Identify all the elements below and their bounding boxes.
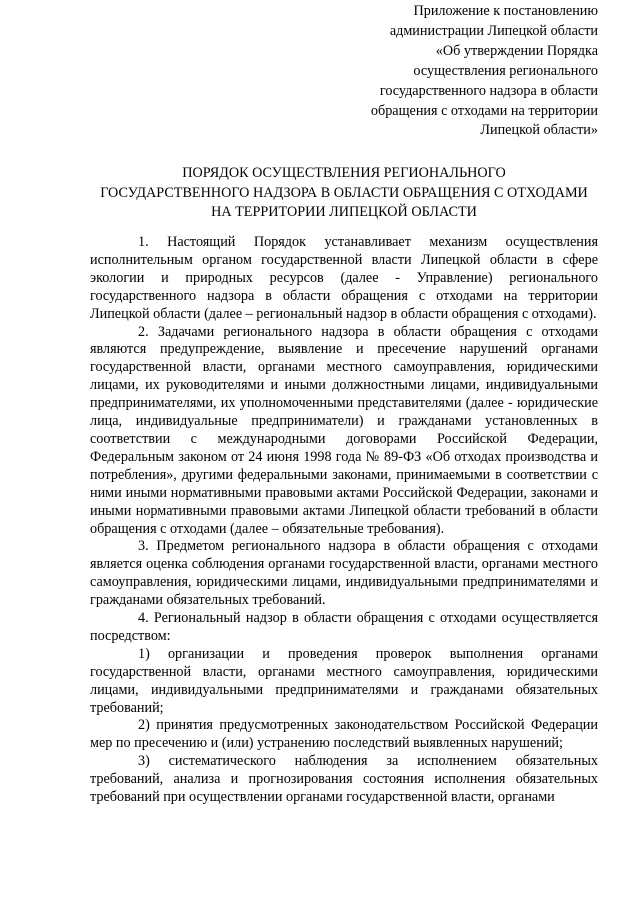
paragraph-2: 2. Задачами регионального надзора в области обращения с отходами являются предупреждение, выявление и пресечение нарушений органами государственной власти, органами местного самоуправления, юридическими лицами, их руководителями и иными должностными лицами, индивидуальными предпринимателями, их уполномоченными представителями (далее - юридические лица, индивидуальные предприниматели) и гражданами установленных в соответствии с международными договорами Российской Федерации, Федеральным законом от 24 июня 1998 года № 89-ФЗ «Об отходах производства и потребления», другими федеральными законами, принимаемыми в соответствии с ними иными нормативными правовыми актами Российской Федерации, законами и иными нормативными правовыми актами Липецкой области требований в области обращения с отходами (далее – обязательные требования). <box>90 323 598 537</box>
appendix-line: осуществления регионального <box>413 62 598 79</box>
appendix-line: Липецкой области» <box>480 122 598 139</box>
paragraph-4: 4. Региональный надзор в области обращения с отходами осуществляется посредством: <box>90 610 598 644</box>
appendix-line: администрации Липецкой области <box>389 22 598 39</box>
appendix-line: обращения с отходами на территории <box>370 102 598 119</box>
appendix-header <box>298 2 598 141</box>
paragraph-4-item-2: 2) принятия предусмотренных законодательством Российской Федерации мер по пресечению и (или) устранению последствий выявленных нарушений; <box>90 717 598 752</box>
paragraph-4-item-1: 1) организации и проведения проверок выполнения органами государственной власти, органами местного самоуправления, юридическими лицами, индивидуальными предпринимателями и гражданами обязательных требований; <box>90 645 598 716</box>
appendix-line: государственного надзора в области <box>379 82 598 99</box>
title-line: НА ТЕРРИТОРИИ ЛИПЕЦКОЙ ОБЛАСТИ <box>211 204 477 220</box>
title-line: ГОСУДАРСТВЕННОГО НАДЗОРА В ОБЛАСТИ ОБРАЩЕНИЯ С ОТХОДАМИ <box>100 184 588 201</box>
paragraph-3: 3. Предметом регионального надзора в области обращения с отходами является оценка соблюдения органами государственной власти, органами местного самоуправления, юридическими лицами, индивидуальными предпринимателями и гражданами обязательных требований. <box>90 538 598 609</box>
paragraph-4-item-3: 3) систематического наблюдения за исполнением обязательных требований, анализа и прогнозирования состояния исполнения обязательных требований при осуществлении органами государственной власти, органами <box>90 753 598 806</box>
paragraph-1: 1. Настоящий Порядок устанавливает механизм осуществления исполнительным органом государственной власти Липецкой области в сфере экологии и природных ресурсов (далее - Управление) регионального государственного надзора в области обращения с отходами на территории Липецкой области (далее – региональный надзор в области обращения с отходами). <box>90 234 598 322</box>
appendix-line: «Об утверждении Порядка <box>435 42 598 59</box>
document-page <box>90 0 598 905</box>
title-line: ПОРЯДОК ОСУЩЕСТВЛЕНИЯ РЕГИОНАЛЬНОГО <box>182 165 506 181</box>
document-body <box>90 234 598 807</box>
appendix-line: Приложение к постановлению <box>413 3 598 19</box>
document-title <box>90 164 598 223</box>
